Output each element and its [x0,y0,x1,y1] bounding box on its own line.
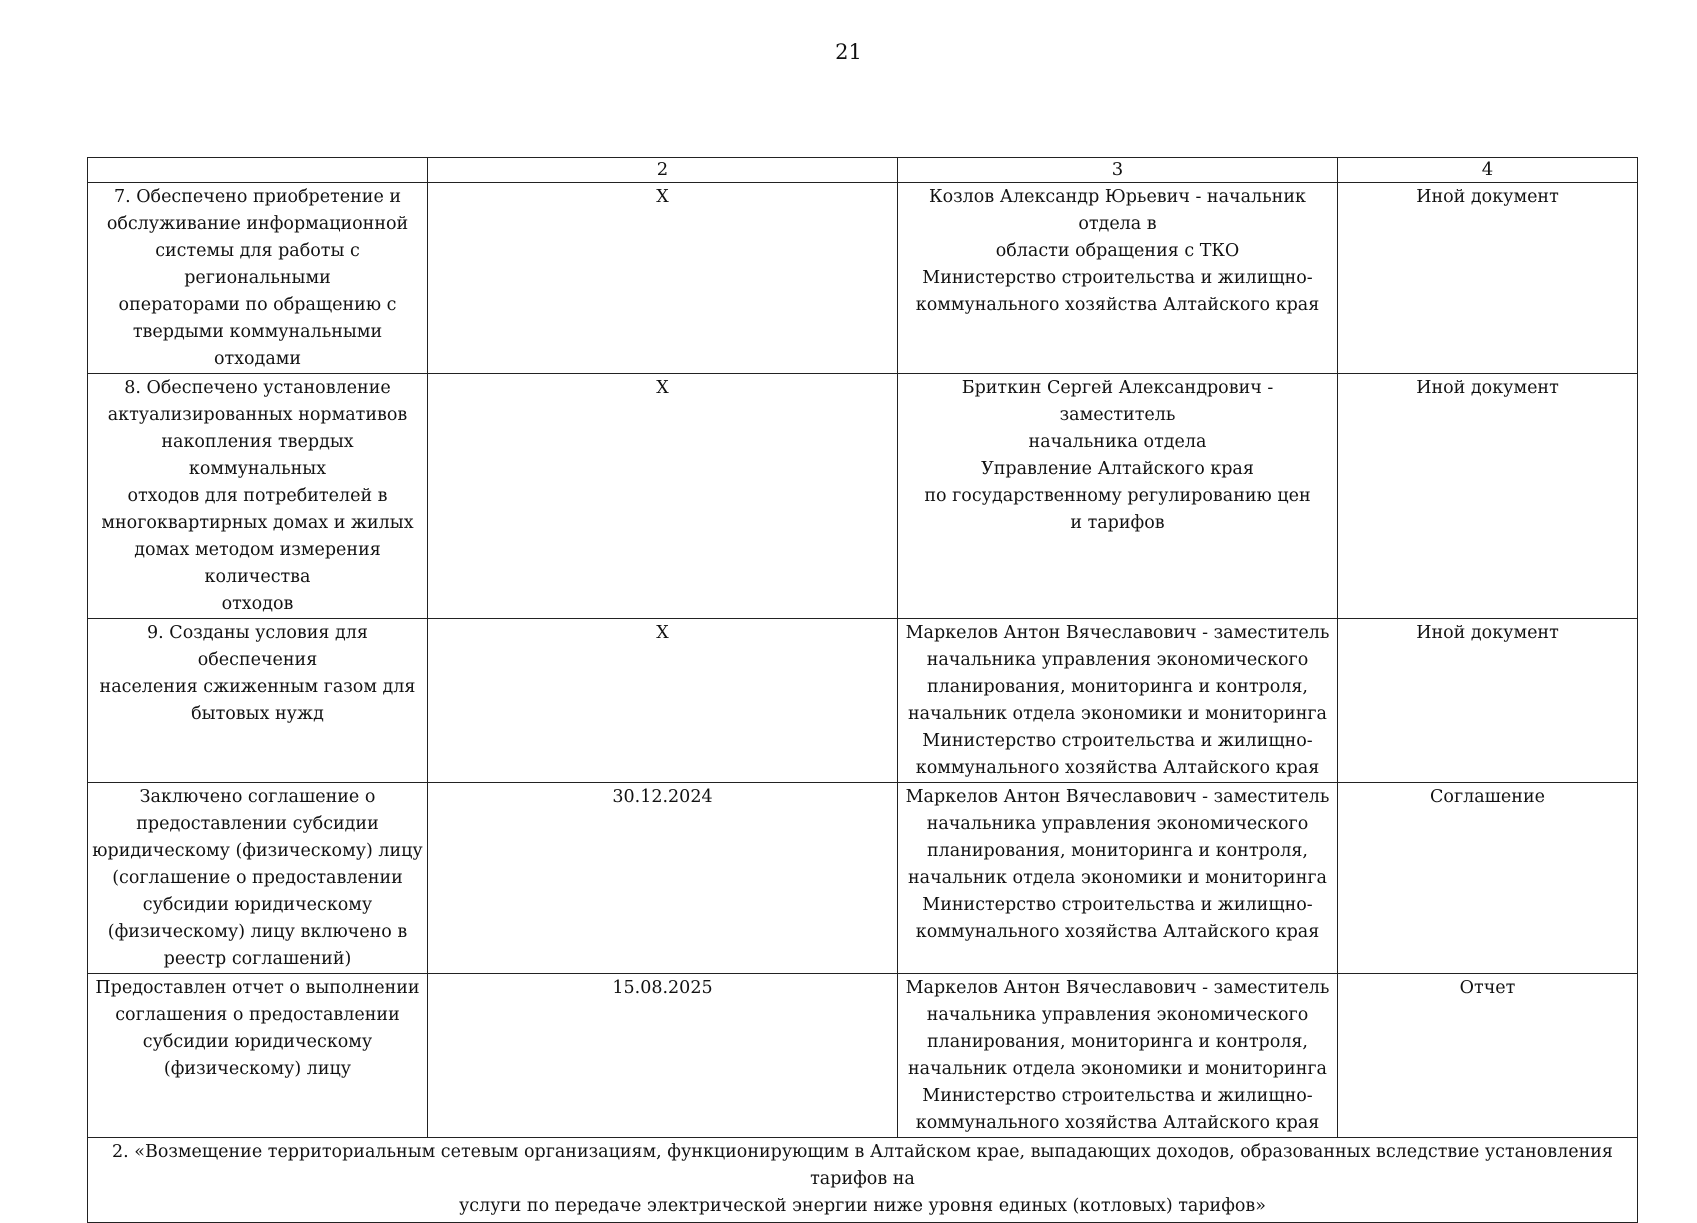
section-heading-row [88,1138,1638,1223]
cell-responsible: Козлов Александр Юрьевич - начальник отдела в области обращения с ТКО Министерство строительства и жилищно- коммунального хозяйства Алтайского края [898,183,1338,374]
table-row [88,183,1638,374]
table-row [88,974,1638,1138]
table-row [88,619,1638,783]
header-col-4: 4 [1338,158,1638,183]
section-heading: 2. «Возмещение территориальным сетевым организациям, функционирующим в Алтайском крае, выпадающих доходов, образованных вследствие установления тарифов на услуги по передаче электрической энергии ниже уровня единых (котловых) тарифов» [88,1138,1638,1223]
cell-document-type: Иной документ [1338,183,1638,374]
cell-document-type: Иной документ [1338,619,1638,783]
header-col-1 [88,158,428,183]
cell-document-type: Отчет [1338,974,1638,1138]
header-col-3: 3 [898,158,1338,183]
cell-result: 9. Созданы условия для обеспечения населения сжиженным газом для бытовых нужд [88,619,428,783]
cell-date: X [428,374,898,619]
cell-responsible: Маркелов Антон Вячеславович - заместитель начальника управления экономического планирования, мониторинга и контроля, начальник отдела экономики и мониторинга Министерство строительства и жилищно- коммунального хозяйства Алтайского края [898,974,1338,1138]
header-col-2: 2 [428,158,898,183]
cell-date: 15.08.2025 [428,974,898,1138]
cell-responsible: Маркелов Антон Вячеславович - заместитель начальника управления экономического планирования, мониторинга и контроля, начальник отдела экономики и мониторинга Министерство строительства и жилищно- коммунального хозяйства Алтайского края [898,619,1338,783]
cell-result: 7. Обеспечено приобретение и обслуживание информационной системы для работы с региональными операторами по обращению с твердыми коммунальными отходами [88,183,428,374]
cell-date: X [428,183,898,374]
cell-document-type: Соглашение [1338,783,1638,974]
cell-result: Предоставлен отчет о выполнении соглашения о предоставлении субсидии юридическому (физическому) лицу [88,974,428,1138]
table-row [88,374,1638,619]
cell-date: 30.12.2024 [428,783,898,974]
cell-result: Заключено соглашение о предоставлении субсидии юридическому (физическому) лицу (соглашение о предоставлении субсидии юридическому (физическому) лицу включено в реестр соглашений) [88,783,428,974]
document-table [87,157,1638,1223]
cell-document-type: Иной документ [1338,374,1638,619]
cell-date: X [428,619,898,783]
table-row [88,783,1638,974]
cell-responsible: Бриткин Сергей Александрович - заместитель начальника отдела Управление Алтайского края по государственному регулированию цен и тарифов [898,374,1338,619]
cell-responsible: Маркелов Антон Вячеславович - заместитель начальника управления экономического планирования, мониторинга и контроля, начальник отдела экономики и мониторинга Министерство строительства и жилищно- коммунального хозяйства Алтайского края [898,783,1338,974]
table-header-row [88,158,1638,183]
page-number: 21 [835,40,862,64]
cell-result: 8. Обеспечено установление актуализированных нормативов накопления твердых коммунальных отходов для потребителей в многоквартирных домах и жилых домах методом измерения количества отходов [88,374,428,619]
